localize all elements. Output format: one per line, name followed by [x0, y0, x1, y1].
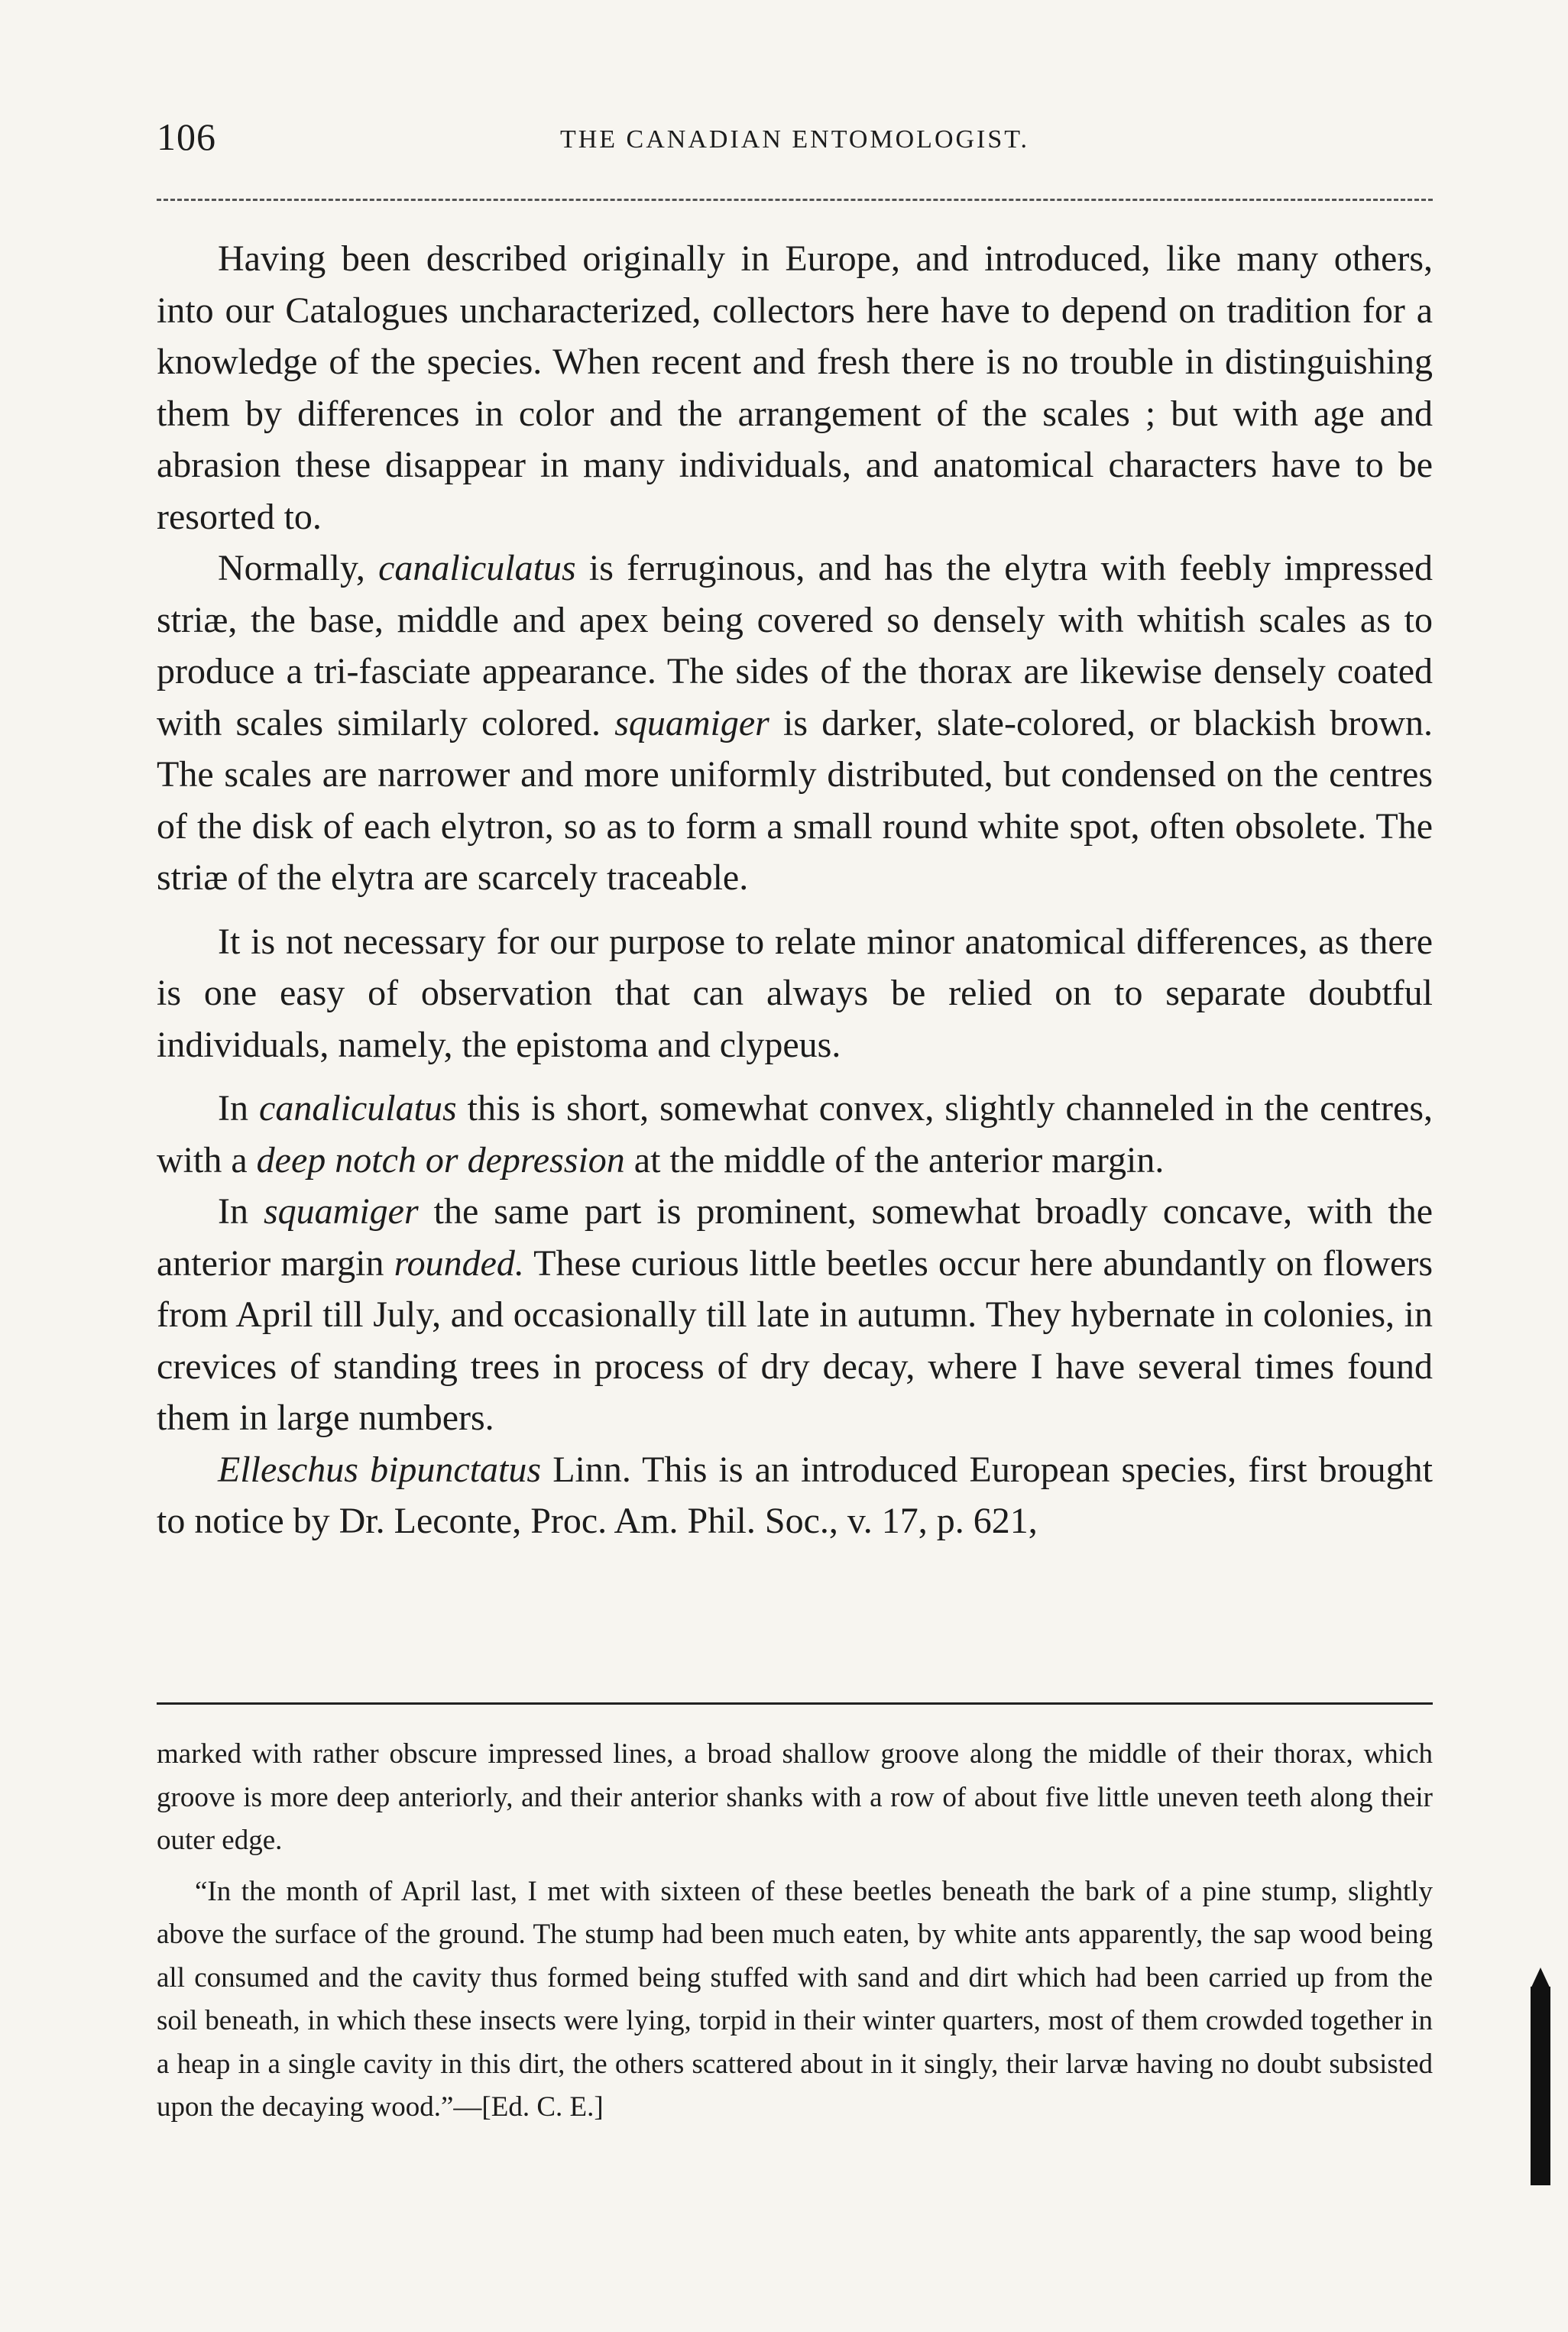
paragraph: Elleschus bipunctatus Linn. This is an introduced European species, first brought to notice by Dr. Leconte, Proc. Am. Phil. Soc., v. 17, p. 621,: [157, 1449, 1434, 1541]
footnote-paragraph: “In the month of April last, I met with sixteen of these beetles beneath the bark of a pine stump, slightly above the surface of the ground. The stump had been much eaten, by white ants apparently, the sap wood being all consumed and the cavity thus formed being stuffed with sand and dirt which had been carried up from the soil beneath, in which these insects were lying, torpid in their winter quarters, most of them crowded together in a heap in a single cavity in this dirt, the others scattered about in it singly, their larvæ having no doubt subsisted upon the decaying wood.”—[Ed. C. E.]: [157, 1875, 1433, 2123]
paragraph: It is not necessary for our purpose to relate minor anatomical differences, as there is one easy of observation that can always be relied on to separate doubtful individuals, namely, the epistoma and clypeus.: [157, 921, 1433, 1065]
footnote-rule: [157, 1702, 1433, 1705]
page-header: [157, 115, 1433, 176]
species-name: squamiger: [263, 1191, 419, 1232]
scan-edge-mark: [1531, 1968, 1550, 1989]
paragraph: Normally, canaliculatus is ferruginous, and has the elytra with feebly impressed striæ, the base, middle and apex being covered so densely with whitish scales as to produce a tri-fasciate appearance. The sides of the thorax are likewise densely coated with scales similarly colored. squamiger is darker, slate-colored, or blackish brown. The scales are narrower and more uniformly distributed, but condensed on the centres of the disk of each elytron, so as to form a small round white spot, often obsolete. The striæ of the elytra are scarcely traceable.: [157, 548, 1434, 898]
species-name: canaliculatus: [259, 1088, 457, 1129]
header-rule: [157, 199, 1433, 201]
running-head: THE CANADIAN ENTOMOLOGIST.: [559, 125, 1030, 154]
footnote-paragraph: marked with rather obscure impressed lines, a broad shallow groove along the middle of their thorax, which groove is more deep anteriorly, and their anterior shanks with a row of about five little uneven teeth along their outer edge.: [157, 1738, 1433, 1856]
species-name: canaliculatus: [378, 548, 576, 588]
footnote: [157, 1733, 1433, 2130]
page-number: 106: [157, 115, 216, 158]
paragraph: Having been described originally in Europe, and introduced, like many others, into our Catalogues uncharacterized, collectors here have to depend on tradition for a knowledge of the species. When recent and fresh there is no trouble in distinguishing them by differences in color and the arrangement of the scales ; but with age and abrasion these disappear in many individuals, and anatomical characters have to be resorted to.: [157, 238, 1433, 537]
emphasis: deep notch or depression: [256, 1139, 625, 1181]
paragraph: In squamiger the same part is prominent, somewhat broadly concave, with the anterior margin rounded. These curious little beetles occur here abundantly on flowers from April till July, and occasionally till late in autumn. They hybernate in colonies, in crevices of standing trees in process of dry decay, where I have several times found them in large numbers.: [157, 1191, 1434, 1438]
paragraph: In canaliculatus this is short, somewhat convex, slightly channeled in the centres, with a deep notch or depression at the middle of the anterior margin.: [157, 1088, 1433, 1181]
body-text: [157, 233, 1433, 1547]
emphasis: rounded.: [394, 1242, 524, 1284]
species-name: squamiger: [614, 702, 769, 743]
scan-edge-bar: [1531, 1987, 1550, 2185]
species-name: Elleschus bipunctatus: [218, 1449, 542, 1490]
